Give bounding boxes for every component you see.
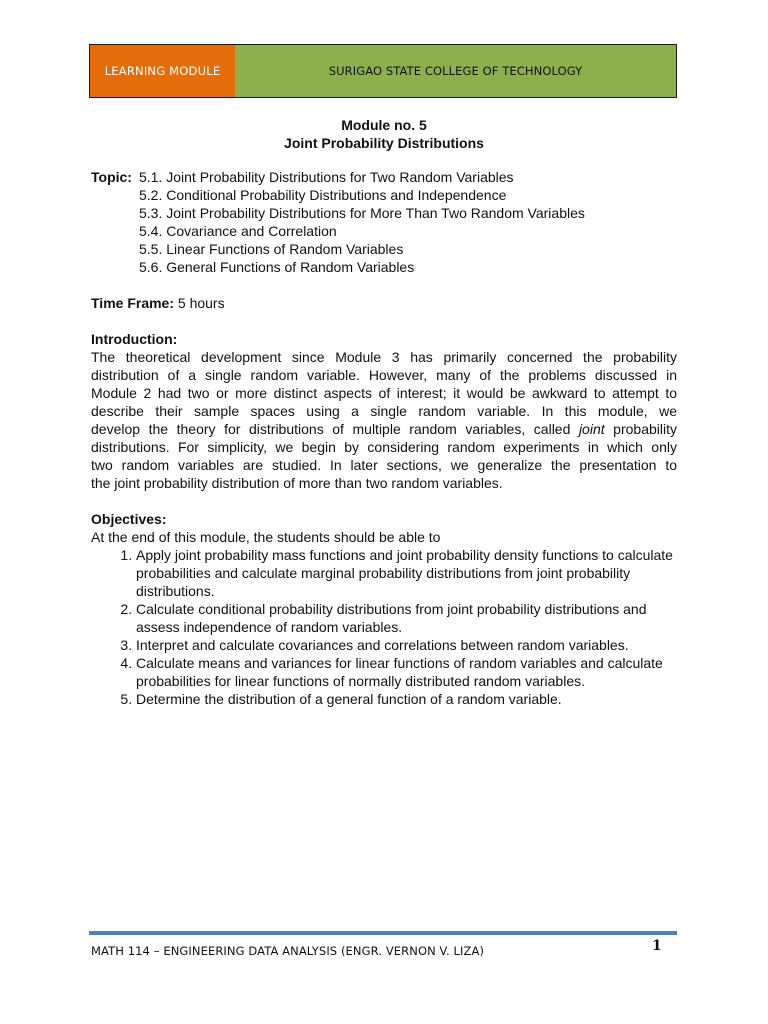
page-number: 1	[652, 938, 662, 954]
objective-item: 5. Determine the distribution of a general function of a random variable.	[136, 690, 677, 708]
topic-item: 5.3. Joint Probability Distributions for More Than Two Random Variables	[139, 205, 585, 221]
introduction-heading: Introduction:	[91, 331, 178, 347]
topic-item: 5.2. Conditional Probability Distributions and Independence	[139, 187, 507, 203]
introduction-line: two random variables are studied. In later sections, we generalize the presentation to	[91, 457, 677, 473]
footer-course-label: MATH 114 – ENGINEERING DATA ANALYSIS (ENGR. VERNON V. LIZA)	[91, 944, 485, 958]
introduction-line: Module 2 had two or more distinct aspects of interest; it would be awkward to attempt to	[91, 385, 677, 401]
introduction-line: describe their sample spaces using a single random variable. In this module, we	[91, 403, 677, 419]
introduction-section	[91, 330, 677, 492]
topic-label: Topic:	[91, 169, 132, 185]
topic-section	[91, 168, 677, 276]
introduction-text: probability	[604, 421, 677, 437]
introduction-line: the joint probability distribution of more than two random variables.	[91, 475, 503, 491]
objective-item: 2. Calculate conditional probability distributions from joint probability distributions and assess independence of random variables.	[136, 600, 677, 636]
learning-module-label: LEARNING MODULE	[90, 45, 235, 97]
introduction-line: distributions. For simplicity, we begin by considering random experiments in which only	[91, 439, 677, 455]
objectives-lead: At the end of this module, the students should be able to	[91, 529, 441, 545]
time-frame-label: Time Frame:	[91, 295, 174, 311]
objectives-list	[91, 546, 677, 708]
topic-item: 5.4. Covariance and Correlation	[139, 223, 337, 239]
page-content	[91, 116, 677, 708]
module-header-banner	[89, 44, 677, 98]
objective-item: 1. Apply joint probability mass functions and joint probability density functions to calculate probabilities and calculate marginal probability distributions from joint probability distributions.	[136, 546, 677, 600]
objective-item: 3. Interpret and calculate covariances and correlations between random variables.	[136, 636, 677, 654]
topic-item: 5.5. Linear Functions of Random Variables	[139, 241, 404, 257]
topic-item: 5.1. Joint Probability Distributions for Two Random Variables	[139, 169, 514, 185]
objectives-section	[91, 510, 677, 708]
module-number: Module no. 5	[341, 117, 427, 133]
introduction-line: distribution of a single random variable. However, many of the problems discussed in	[91, 367, 677, 383]
joint-emphasis: joint	[578, 421, 605, 437]
footer-rule	[89, 931, 677, 935]
topic-item: 5.6. General Functions of Random Variables	[139, 259, 415, 275]
objectives-heading: Objectives:	[91, 511, 167, 527]
time-frame-value: 5 hours	[174, 295, 225, 311]
module-title: Joint Probability Distributions	[284, 135, 484, 151]
objective-item: 4. Calculate means and variances for linear functions of random variables and calculate probabilities for linear functions of normally distributed random variables.	[136, 654, 677, 690]
introduction-text: develop the theory for distributions of multiple random variables, called	[91, 421, 579, 437]
introduction-line: The theoretical development since Module 3 has primarily concerned the probability	[91, 349, 677, 365]
time-frame	[91, 294, 677, 312]
college-name-label: SURIGAO STATE COLLEGE OF TECHNOLOGY	[235, 45, 676, 97]
introduction-line-with-emphasis	[91, 420, 677, 438]
